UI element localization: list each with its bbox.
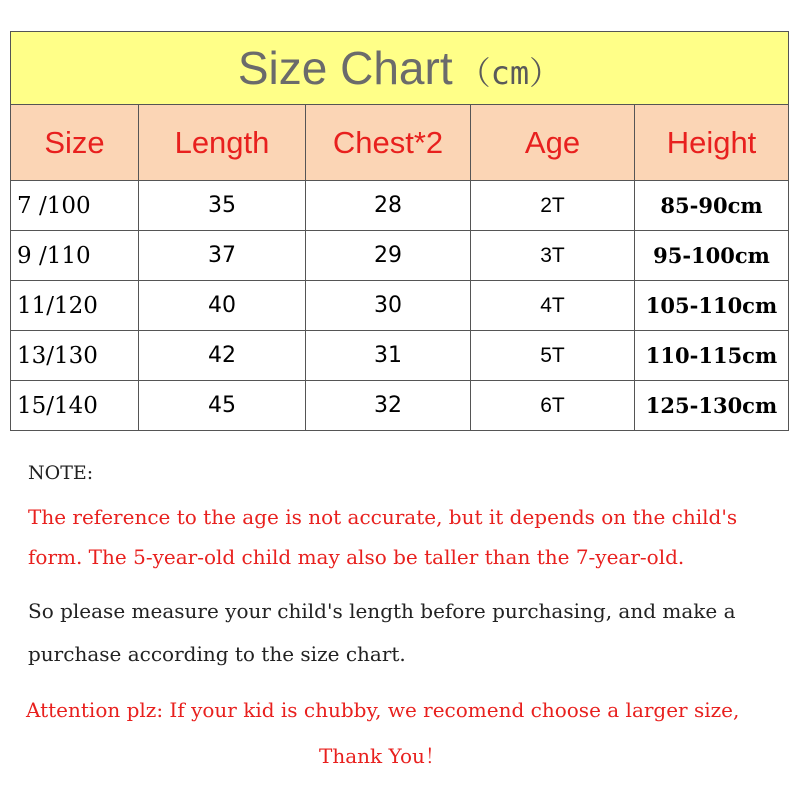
cell-size: 15/140 [11,381,139,431]
chart-title-text: Size Chart [237,42,453,94]
note-reference-line-1: The reference to the age is not accurate, but it depends on the child's [28,505,738,529]
table-row [11,181,789,231]
cell-age: 2T [471,181,635,231]
cell-age: 4T [471,281,635,331]
chart-title-unit: （cm） [458,54,562,92]
cell-length: 40 [139,281,306,331]
cell-height: 110-115cm [635,331,789,381]
cell-chest: 28 [306,181,471,231]
cell-length: 42 [139,331,306,381]
table-row [11,381,789,431]
header-length: Length [139,105,306,181]
cell-length: 45 [139,381,306,431]
size-chart-table [10,31,789,431]
cell-height: 95-100cm [635,231,789,281]
note-thanks: Thank You！ [319,744,445,768]
cell-age: 5T [471,331,635,381]
note-attention: Attention plz: If your kid is chubby, we recomend choose a larger size, [26,698,740,722]
note-measure-line-1: So please measure your child's length before purchasing, and make a [28,599,736,623]
note-measure-line-2: purchase according to the size chart. [28,642,406,666]
header-row [11,105,789,181]
cell-chest: 32 [306,381,471,431]
cell-length: 35 [139,181,306,231]
header-height: Height [635,105,789,181]
cell-size: 7 /100 [11,181,139,231]
cell-chest: 31 [306,331,471,381]
header-age: Age [471,105,635,181]
cell-height: 85-90cm [635,181,789,231]
table-row [11,281,789,331]
cell-height: 125-130cm [635,381,789,431]
cell-chest: 29 [306,231,471,281]
cell-size: 9 /110 [11,231,139,281]
table-row [11,231,789,281]
header-size: Size [11,105,139,181]
cell-length: 37 [139,231,306,281]
cell-height: 105-110cm [635,281,789,331]
note-label: NOTE: [28,462,94,484]
cell-age: 6T [471,381,635,431]
chart-title [11,32,789,105]
cell-size: 13/130 [11,331,139,381]
table-row [11,331,789,381]
note-reference-line-2: form. The 5-year-old child may also be taller than the 7-year-old. [28,545,685,569]
cell-size: 11/120 [11,281,139,331]
header-chest: Chest*2 [306,105,471,181]
cell-age: 3T [471,231,635,281]
cell-chest: 30 [306,281,471,331]
